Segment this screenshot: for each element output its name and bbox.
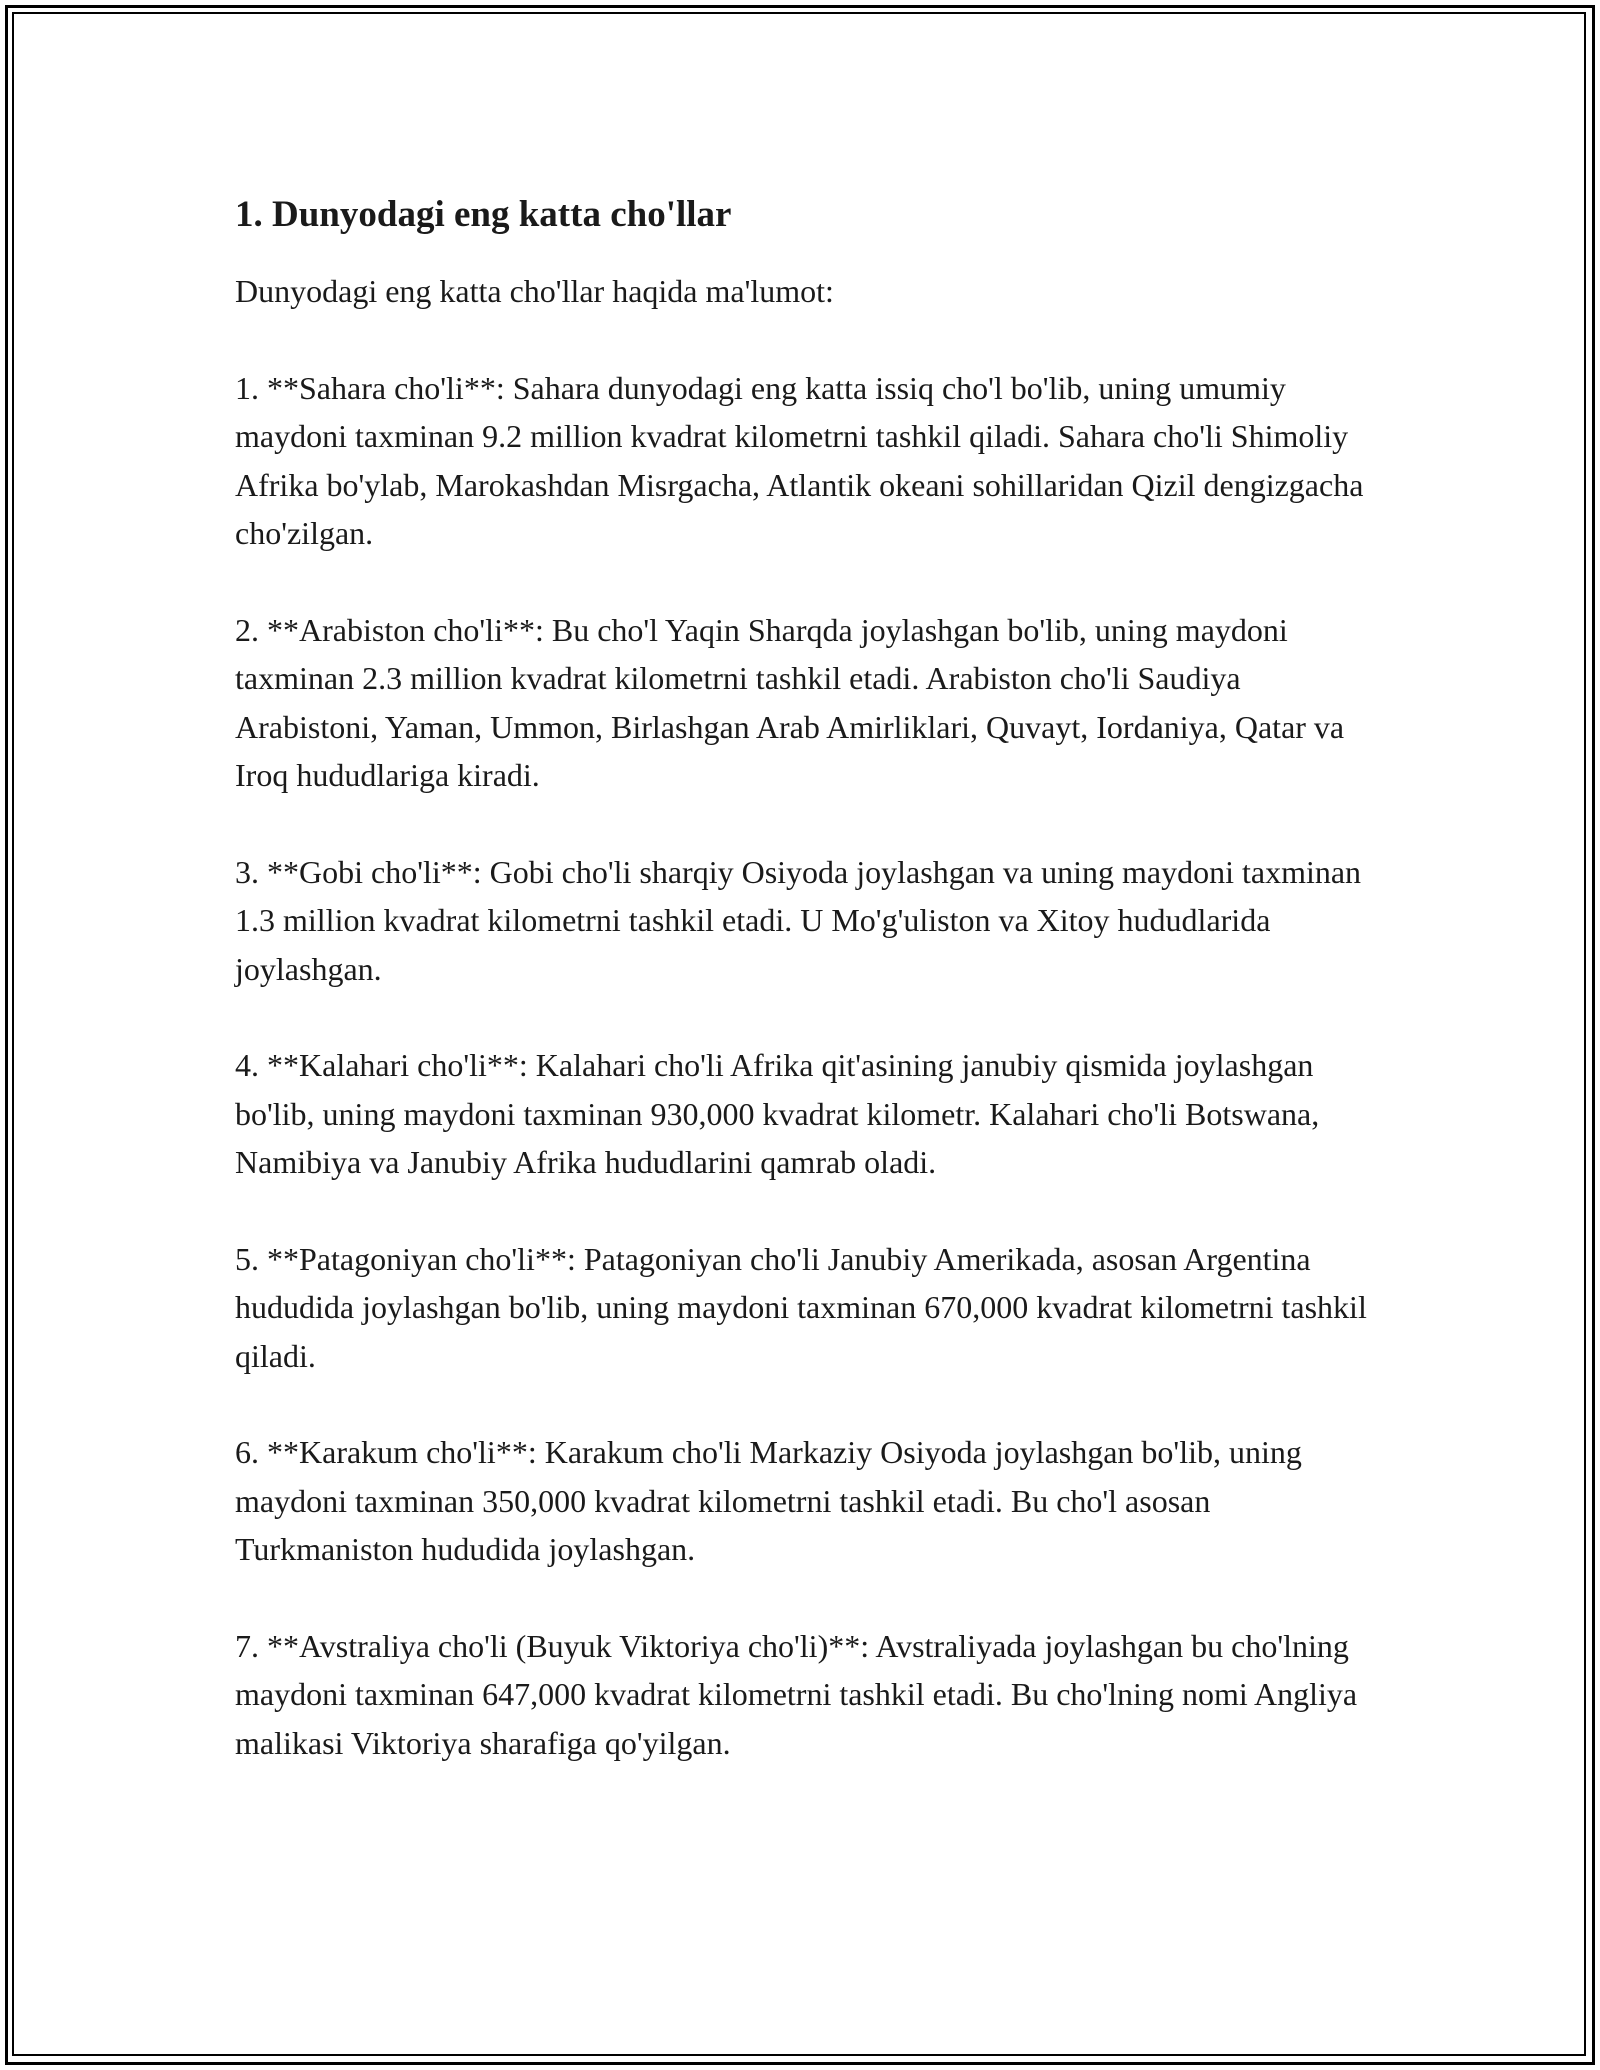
document-body [235, 185, 1375, 1815]
intro-paragraph: Dunyodagi eng katta cho'llar haqida ma'lumot: [235, 273, 834, 309]
desert-item-avstraliya: 7. **Avstraliya cho'li (Buyuk Viktoriya cho'li)**: Avstraliyada joylashgan bu cho'lning maydoni taxminan 647,000 kvadrat kilometrni tashkil etadi. Bu cho'lning nomi Angliya malikasi Viktoriya sharafiga qo'yilgan. [235, 1627, 1358, 1761]
desert-item-sahara: 1. **Sahara cho'li**: Sahara dunyodagi eng katta issiq cho'l bo'lib, uning umumiy maydoni taxminan 9.2 million kvadrat kilometrni tashkil qiladi. Sahara cho'li Shimoliy Afrika bo'ylab, Marokashdan Misrgacha, Atlantik okeani sohillaridan Qizil dengizgacha cho'zilgan. [235, 369, 1364, 551]
document-title: 1. Dunyodagi eng katta cho'llar [235, 194, 732, 235]
desert-item-patagoniyan: 5. **Patagoniyan cho'li**: Patagoniyan cho'li Janubiy Amerikada, asosan Argentina hududida joylashgan bo'lib, uning maydoni taxminan 670,000 kvadrat kilometrni tashkil qiladi. [235, 1240, 1367, 1374]
desert-item-kalahari: 4. **Kalahari cho'li**: Kalahari cho'li Afrika qit'asining janubiy qismida joylashgan bo'lib, uning maydoni taxminan 930,000 kvadrat kilometr. Kalahari cho'li Botswana, Namibiya va Janubiy Afrika hududlarini qamrab oladi. [235, 1047, 1320, 1180]
desert-item-arabiston: 2. **Arabiston cho'li**: Bu cho'l Yaqin Sharqda joylashgan bo'lib, uning maydoni taxminan 2.3 million kvadrat kilometrni tashkil etadi. Arabiston cho'li Saudiya Arabistoni, Yaman, Ummon, Birlashgan Arab Amirliklari, Quvayt, Iordaniya, Qatar va Iroq hududlariga kiradi. [235, 611, 1345, 793]
desert-item-gobi: 3. **Gobi cho'li**: Gobi cho'li sharqiy Osiyoda joylashgan va uning maydoni taxminan 1.3 million kvadrat kilometrni tashkil etadi. U Mo'g'uliston va Xitoy hududlarida joylashgan. [235, 853, 1362, 987]
desert-item-karakum: 6. **Karakum cho'li**: Karakum cho'li Markaziy Osiyoda joylashgan bo'lib, uning maydoni taxminan 350,000 kvadrat kilometrni tashkil etadi. Bu cho'l asosan Turkmaniston hududida joylashgan. [235, 1434, 1302, 1567]
